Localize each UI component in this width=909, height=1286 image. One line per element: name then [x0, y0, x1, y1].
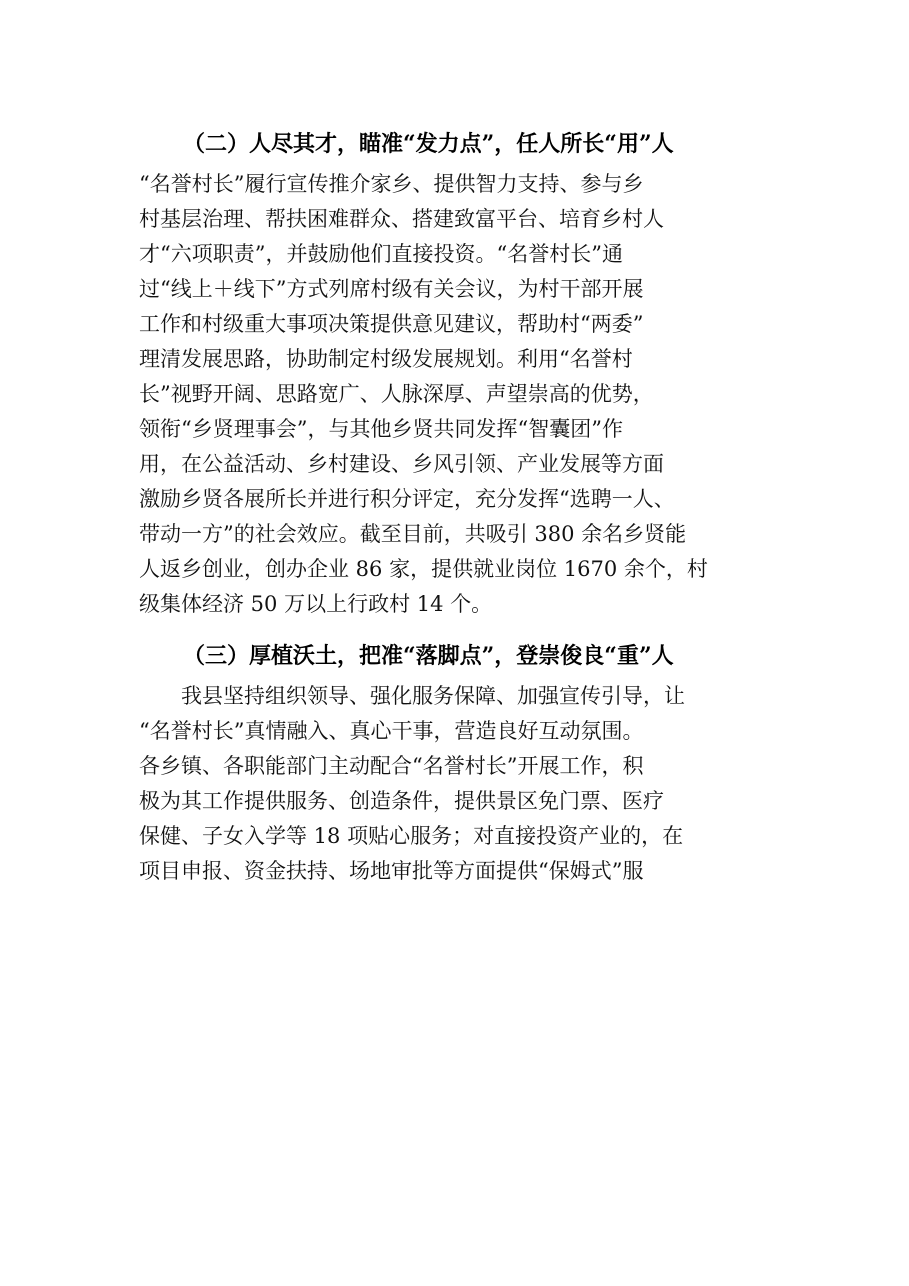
paragraph-line: 项目申报、资金扶持、场地审批等方面提供“保姆式”服: [139, 859, 644, 883]
paragraph-line: “名誉村长”履行宣传推介家乡、提供智力支持、参与乡: [139, 172, 644, 196]
paragraph-line: 各乡镇、各职能部门主动配合“名誉村长”开展工作，积: [139, 754, 644, 778]
paragraph-line: 过“线上＋线下”方式列席村级有关会议，为村干部开展: [139, 277, 644, 301]
document-body: [139, 126, 779, 889]
paragraph-line: 激励乡贤各展所长并进行积分评定，充分发挥“选聘一人、: [139, 487, 675, 511]
paragraph-line: “名誉村长”真情融入、真心干事，营造良好互动氛围。: [139, 719, 644, 743]
paragraph-line: 人返乡创业，创办企业 86 家，提供就业岗位 1670 余个，村: [139, 557, 708, 581]
section-2: [139, 126, 779, 622]
paragraph-line: 保健、子女入学等 18 项贴心服务；对直接投资产业的，在: [139, 824, 684, 848]
section-3-heading: （三）厚植沃土，把准“落脚点”，登崇俊良“重”人: [183, 643, 674, 669]
section-3: [139, 638, 779, 889]
paragraph-line: 工作和村级重大事项决策提供意见建议，帮助村“两委”: [139, 312, 644, 336]
paragraph-line: 级集体经济 50 万以上行政村 14 个。: [139, 592, 493, 616]
paragraph-line: 村基层治理、帮扶困难群众、搭建致富平台、培育乡村人: [139, 207, 664, 231]
paragraph-line: 带动一方”的社会效应。截至目前，共吸引 380 余名乡贤能: [139, 522, 687, 546]
paragraph-line: 理清发展思路，协助制定村级发展规划。利用“名誉村: [139, 347, 633, 371]
paragraph-line: 才“六项职责”，并鼓励他们直接投资。“名誉村长”通: [139, 242, 623, 266]
paragraph-line: 长”视野开阔、思路宽广、人脉深厚、声望崇高的优势，: [139, 382, 654, 406]
paragraph-line: 领衔“乡贤理事会”，与其他乡贤共同发挥“智囊团”作: [139, 417, 623, 441]
paragraph-line: 用，在公益活动、乡村建设、乡风引领、产业发展等方面: [139, 452, 664, 476]
paragraph-line: 极为其工作提供服务、创造条件，提供景区免门票、医疗: [139, 789, 664, 813]
section-2-heading: （二）人尽其才，瞄准“发力点”，任人所长“用”人: [183, 131, 674, 157]
paragraph-line: 我县坚持组织领导、强化服务保障、加强宣传引导，让: [181, 684, 685, 708]
